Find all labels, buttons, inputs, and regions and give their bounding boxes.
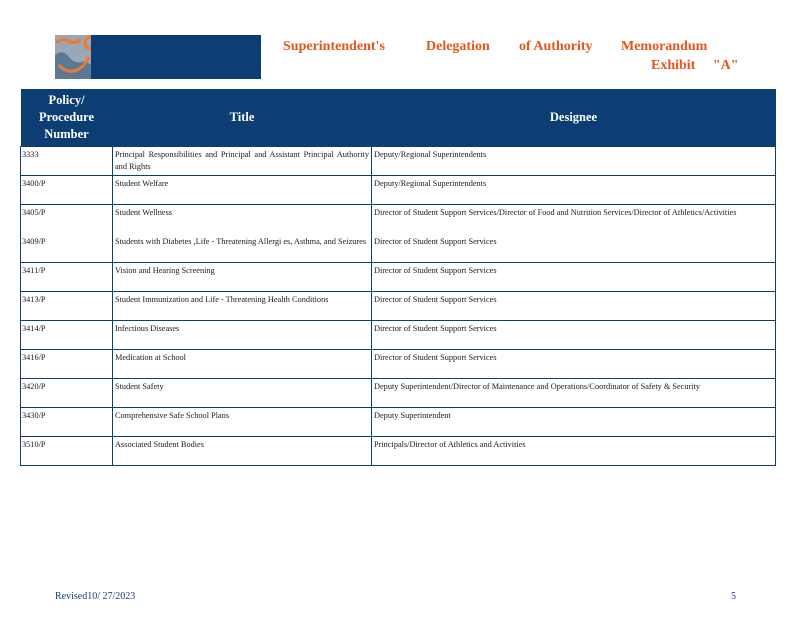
table-row xyxy=(21,437,776,466)
policy-number: 3333 xyxy=(21,147,113,176)
policy-number: 3409/P xyxy=(21,234,113,263)
policy-title: Student Safety xyxy=(113,379,372,408)
policy-title: Principal Responsibilities and Principal and Assistant Principal Authority and Rights xyxy=(113,147,372,176)
table-row xyxy=(21,292,776,321)
policy-number: 3430/P xyxy=(21,408,113,437)
policy-number: 3413/P xyxy=(21,292,113,321)
policy-designee: Director of Student Support Services xyxy=(372,263,776,292)
policy-designee: Director of Student Support Services/Director of Food and Nutrition Services/Director of Athletics/Activities xyxy=(372,205,776,234)
table-header-row xyxy=(21,89,776,147)
column-header-designee: Designee xyxy=(549,110,598,124)
policy-number: 3411/P xyxy=(21,263,113,292)
policy-number: 3416/P xyxy=(21,350,113,379)
policy-title: Comprehensive Safe School Plans xyxy=(113,408,372,437)
policy-title: Medication at School xyxy=(113,350,372,379)
policy-title: Student Welfare xyxy=(113,176,372,205)
policy-designee: Deputy/Regional Superintendents xyxy=(372,176,776,205)
delegation-table xyxy=(20,89,776,466)
page-number: 5 xyxy=(731,591,736,602)
table-row xyxy=(21,321,776,350)
table-row xyxy=(21,176,776,205)
policy-designee: Director of Student Support Services xyxy=(372,234,776,263)
policy-designee: Director of Student Support Services xyxy=(372,350,776,379)
exhibit-label: "A" xyxy=(712,58,739,73)
table-row xyxy=(21,205,776,234)
table-row xyxy=(21,379,776,408)
policy-designee: Deputy Superintendent/Director of Maintenance and Operations/Coordinator of Safety & Security xyxy=(372,379,776,408)
policy-title: Students with Diabetes ,Life - Threatening Allergi es, Asthma, and Seizures xyxy=(113,234,372,263)
policy-number: 3414/P xyxy=(21,321,113,350)
logo-graphic-icon xyxy=(55,35,261,79)
column-header-title: Title xyxy=(229,110,255,124)
table-row xyxy=(21,147,776,176)
column-header-policy: Policy/ Procedure Number xyxy=(38,93,95,141)
policy-designee: Director of Student Support Services xyxy=(372,321,776,350)
policy-title: Infectious Diseases xyxy=(113,321,372,350)
header-word-4: Memorandum xyxy=(621,39,708,54)
table-row xyxy=(21,350,776,379)
policy-number: 3510/P xyxy=(21,437,113,466)
policy-number: 3400/P xyxy=(21,176,113,205)
policy-designee: Principals/Director of Athletics and Activities xyxy=(372,437,776,466)
policy-designee: Director of Student Support Services xyxy=(372,292,776,321)
policy-title: Student Wellness xyxy=(113,205,372,234)
policy-number: 3405/P xyxy=(21,205,113,234)
policy-designee: Deputy/Regional Superintendents xyxy=(372,147,776,176)
district-logo xyxy=(55,35,261,79)
table-row xyxy=(21,408,776,437)
exhibit-word: Exhibit xyxy=(651,58,696,73)
revised-date: Revised10/ 27/2023 xyxy=(55,591,136,602)
header-word-3: of Authority xyxy=(519,39,593,54)
header-word-1: Superintendent's xyxy=(283,39,385,54)
table-row xyxy=(21,234,776,263)
policy-title: Student Immunization and Life - Threatening Health Conditions xyxy=(113,292,372,321)
policy-designee: Deputy Superintendent xyxy=(372,408,776,437)
table-row xyxy=(21,263,776,292)
policy-title: Vision and Hearing Screening xyxy=(113,263,372,292)
header-word-2: Delegation xyxy=(426,39,490,54)
policy-number: 3420/P xyxy=(21,379,113,408)
policy-title: Associated Student Bodies xyxy=(113,437,372,466)
